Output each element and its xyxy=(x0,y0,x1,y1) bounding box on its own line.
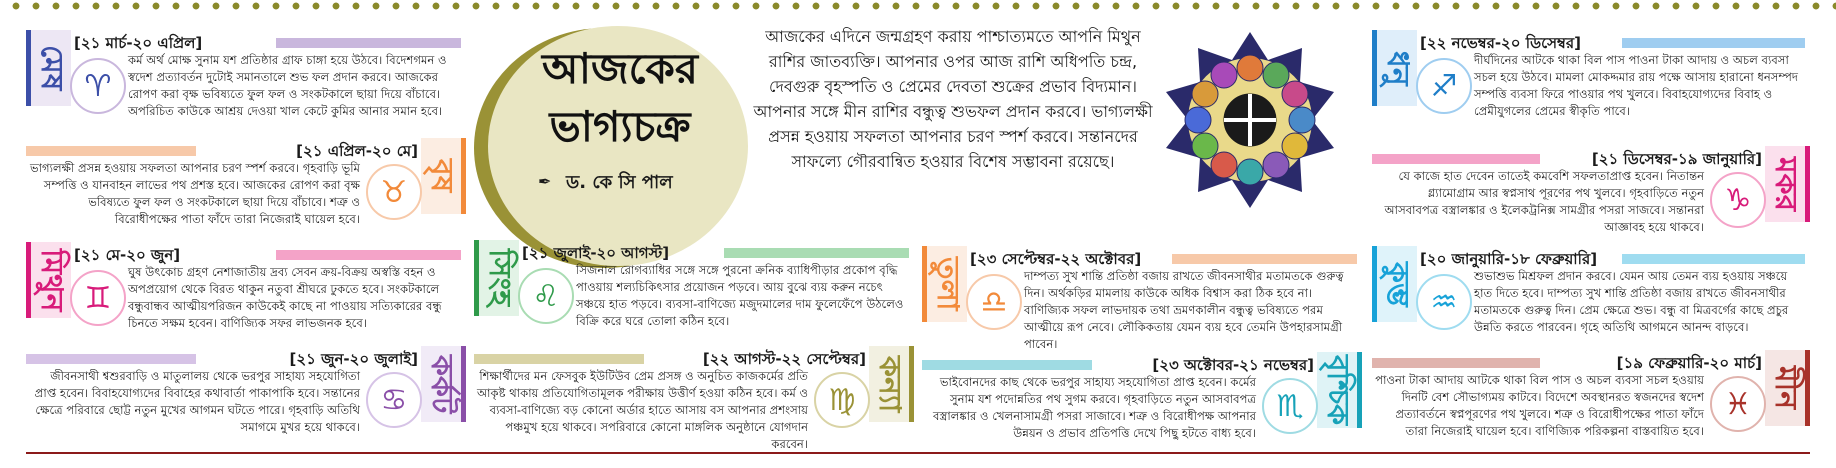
accent-bar xyxy=(276,250,461,260)
sign-card xyxy=(922,246,1362,351)
sign-name-tab: কুম্ভ xyxy=(1372,246,1417,322)
title-line-1: আজকের xyxy=(542,44,698,93)
twins-icon: ♊ xyxy=(70,270,126,326)
sign-date-range: [১৯ ফেব্রুয়ারি-২০ মার্চ] xyxy=(1616,354,1762,372)
accent-bar xyxy=(1372,154,1540,164)
sign-card xyxy=(1372,30,1810,134)
sign-date-range: [২১ জুলাই-২০ আগস্ট] xyxy=(522,244,670,262)
sign-name-tab: ধনু xyxy=(1372,30,1417,106)
sign-date-range: [২০ জানুয়ারি-১৮ ফেব্রুয়ারি] xyxy=(1420,250,1598,268)
sign-card xyxy=(26,30,466,130)
sign-card xyxy=(1372,246,1810,346)
sign-name-tab: সিংহ xyxy=(474,240,519,316)
accent-bar xyxy=(276,38,461,48)
accent-bar xyxy=(1372,358,1540,368)
goat-icon: ♑ xyxy=(1710,172,1766,228)
sign-date-range: [২১ মার্চ-২০ এপ্রিল] xyxy=(74,34,203,52)
archer-icon: ♐ xyxy=(1416,58,1472,114)
sign-card xyxy=(922,352,1362,446)
sign-date-range: [২১ মে-২০ জুন] xyxy=(74,246,181,264)
sign-name-tab: কর্কট xyxy=(421,346,466,422)
sign-prediction-text: শুভাশুভ মিশ্রফল প্রদান করবে। যেমন আয় তেমন ব্যয় হওয়ায় সঞ্চয়ে হাত দিতে হবে। দাম্পত্য সুখ শান্তি প্রতিষ্ঠা বজায় রাখতে জীবনসাথীর মতামতকে গুরুত্ব দিন। প্রেম ক্ষেত্রে শুভ। বন্ধু বা মিত্রবর্গের কাছে প্রচুর উন্নতি করতে পারবেন। গৃহে অতিথি আগমনে আনন্দ বাড়বে। xyxy=(1474,269,1789,334)
sign-card xyxy=(474,240,914,342)
sign-name-tab: বৃশ্চিক xyxy=(1317,352,1362,428)
sign-card xyxy=(26,138,466,230)
sign-name-tab: মেষ xyxy=(26,30,71,106)
scorpion-icon: ♏ xyxy=(1262,378,1318,434)
accent-bar xyxy=(1622,38,1805,48)
sign-prediction-text: শিক্ষার্থীদের মন ফেসবুক ইউটিউব প্রেম প্রসঙ্গ ও অনুচিত কাজকর্মের প্রতি আকৃষ্ট থাকায় প্রতিযোগিতামূলক পরীক্ষায় উত্তীর্ণ হওয়া কঠিন হবে। কর্ম ও ব্যবসা-বাণিজ্যে বড় কোনো অর্ডার হাতে আসায় বস আপনার প্রশংসায় পঞ্চমুখ হয়ে থাকবে। সপরিবারে কোনো মাঙ্গলিক অনুষ্ঠানে যোগদান করবেন। xyxy=(476,369,808,451)
sign-date-range: [২২ নভেম্বর-২০ ডিসেম্বর] xyxy=(1420,34,1581,52)
sign-prediction-text: সিজনাল রোগব্যাধির সঙ্গে সঙ্গে পুরনো ক্রনিক ব্যাধিপীড়ার প্রকোপ বৃদ্ধি পাওয়ায় শল্যচিকিৎসার প্রয়োজন পড়বে। আয় বুঝে ব্যয় করুন নচেৎ সঞ্চয়ে হাত পড়বে। ব্যবসা-বাণিজ্যে মজুদমালের দাম ফুলেফেঁপে উঠলেও বিক্রি করে ঘরে তোলা কঠিন হবে। xyxy=(576,263,904,328)
water-bearer-icon: ♒ xyxy=(1416,274,1472,330)
accent-bar xyxy=(724,248,909,258)
sign-date-range: [২১ এপ্রিল-২০ মে] xyxy=(296,142,418,160)
sign-name-tab: মীন xyxy=(1765,350,1810,426)
sign-prediction-text: ভাগ্যলক্ষী প্রসন্ন হওয়ায় সফলতা আপনার চরণ স্পর্শ করবে। গৃহবাড়ি ভূমি সম্পত্তি ও যানবাহন লাভের পথ প্রশস্ত হবে। আজকের রোপণ করা বৃক্ষ ভবিষ্যতে ফুল ফল ও সংকটকালে ছায়া দিয়ে বাঁচাবে। শত্রু ও বিরোধীপক্ষের পাতা ফাঁদে তারা নিজেরাই ঘায়েল হবে। xyxy=(30,161,360,226)
crab-icon: ♋ xyxy=(366,372,422,428)
accent-bar xyxy=(1172,254,1357,264)
sign-date-range: [২৩ অক্টোবর-২১ নভেম্বর] xyxy=(1152,356,1314,374)
sign-prediction-text: দীর্ঘদিনের আটকে থাকা বিল পাস পাওনা টাকা আদায় ও অচল ব্যবসা সচল হয়ে উঠবে। মামলা মোকদ্দমার রায় পক্ষে আসায় হারানো ধনসম্পদ সম্পত্তি ব্যবসা ফিরে পাওয়ার পথ খুলবে। বিবাহযোগ্যদের বিবাহ ও প্রেমীযুগলের প্রেমের স্বীকৃতি পাবে। xyxy=(1474,53,1798,118)
sign-date-range: [২৩ সেপ্টেম্বর-২২ অক্টোবর] xyxy=(970,250,1142,268)
sign-card xyxy=(474,346,914,451)
accent-bar xyxy=(922,360,1092,370)
sign-date-range: [২১ ডিসেম্বর-১৯ জানুয়ারি] xyxy=(1591,150,1762,168)
fish-icon: ♓ xyxy=(1710,376,1766,432)
sign-card xyxy=(26,346,466,446)
sign-date-range: [২২ আগস্ট-২২ সেপ্টেম্বর] xyxy=(702,350,866,368)
pen-nib-icon: ✒ xyxy=(538,172,552,191)
sign-card xyxy=(1372,146,1810,242)
sign-card xyxy=(1372,350,1810,446)
sign-prediction-text: জীবনসাথী শ্বশুরবাড়ি ও মাতুলালয় থেকে ভরপুর সাহায্য সহযোগিতা প্রাপ্ত হবেন। বিবাহযোগ্যদের বিবাহের কথাবার্তা পাকাপাকি হবে। সন্তানের ক্ষেত্রে পরিবারে ছোট্ট নতুন মুখের আগমন ঘটতে পারে। গৃহবাড়ি অতিথি সমাগমে মুখর হয়ে থাকবে। xyxy=(34,369,360,434)
sign-prediction-text: পাওনা টাকা আদায় আটকে থাকা বিল পাস ও অচল ব্যবসা সচল হওয়ায় দিনটি বেশ সৌভাগ্যময় কাটবে। বিদেশে অবস্থানরত স্বজনদের স্বদেশ প্রত্যাবর্তনে স্বপ্নপূরণের পথ খুলবে। শত্রু ও বিরোধীপক্ষের পাতা ফাঁদে তারা নিজেরাই ঘায়েল হবে। বাণিজ্যিক পরিকল্পনা বাস্তবায়িত হবে। xyxy=(1375,373,1704,438)
lion-icon: ♌ xyxy=(518,268,574,324)
accent-bar xyxy=(474,354,644,364)
ram-icon: ♈ xyxy=(70,58,126,114)
zodiac-wheel-icon xyxy=(1160,30,1340,210)
sign-prediction-text: যে কাজে হাত দেবেন তাতেই কমবেশি সফলতাপ্রাপ্ত হবেন। নিতান্তন গ্ল্যামোগ্রাম আর স্বপ্নসাথ পূরণের পথ খুলবে। গৃহবাড়িতে নতুন আসবাবপত্র বস্ত্রালঙ্কার ও ইলেকট্রনিক্স সামগ্রীর পসরা সাজবে। সন্তানরা আজ্ঞাবহ হয়ে থাকবে। xyxy=(1384,169,1704,234)
accent-bar xyxy=(26,146,196,156)
sign-name-tab: বৃষ xyxy=(421,138,466,214)
author-name: ড. কে সি পাল xyxy=(566,172,673,193)
sign-name-tab: তুলা xyxy=(922,246,967,322)
bull-icon: ♉ xyxy=(366,164,422,220)
sign-name-tab: কন্যা xyxy=(869,346,914,422)
accent-bar xyxy=(26,354,196,364)
title-line-2: ভাগ্যচক্র xyxy=(549,102,691,151)
dotted-border xyxy=(0,0,1836,12)
sign-name-tab: মকর xyxy=(1765,146,1810,222)
bottom-rule xyxy=(26,452,1810,454)
sign-date-range: [২১ জুন-২০ জুলাই] xyxy=(289,350,418,368)
intro-paragraph: আজকের এদিনে জন্মগ্রহণ করায় পাশ্চাত্যমতে আপনি মিথুন রাশির জাতব্যক্তি। আপনার ওপর আজ রাশি অধিপতি চন্দ্র, দেবগুরু বৃহস্পতি ও প্রেমের দেবতা শুক্রের প্রভাব বিদ্যমান। আপনার সঙ্গে মীন রাশির বন্ধুত্ব শুভফল প্রদান করবে। ভাগ্যলক্ষী প্রসন্ন হওয়ায় সফলতা আপনার চরণ স্পর্শ করবে। সন্তানদের সাফল্যে গৌরবান্বিত হওয়ার বিশেষ সম্ভাবনা রয়েছে। xyxy=(753,27,1153,171)
scales-icon: ♎ xyxy=(966,274,1022,330)
sign-prediction-text: ভাইবোনদের কাছ থেকে ভরপুর সাহায্য সহযোগিতা প্রাপ্ত হবেন। কর্মের সুনাম যশ পদোন্নতির পথ সুগম করবে। গৃহবাড়িতে নতুন আসবাবপত্র বস্ত্রালঙ্কার ও খেলনাসামগ্রী পসরা সাজাবে। শত্রু ও বিরোধীপক্ষ আপনার উন্নয়ন ও প্রভাব প্রতিপত্তি দেখে পিছু হটতে বাধ্য হবে। xyxy=(932,375,1256,440)
accent-bar xyxy=(1622,254,1805,264)
page-title xyxy=(500,40,740,156)
sign-card xyxy=(26,242,466,334)
sign-prediction-text: দাম্পত্য সুখ শান্তি প্রতিষ্ঠা বজায় রাখতে জীবনসাথীর মতামতকে গুরুত্ব দিন। অর্থকড়ির মামলায় কাউকে অধিক বিশ্বাস করা ঠিক হবে না। বাণিজ্যিক সফল লাভদায়ক তথা ভ্রমণকালীন বন্ধুত্ব ভবিষ্যতে পরম আত্মীয়ে রূপ নেবে। লৌকিকতায় যেমন ব্যয় হবে তেমনি উপহারসামগ্রী পাবেন। xyxy=(1024,269,1344,351)
sign-prediction-text: কর্ম অর্থ মোক্ষ সুনাম যশ প্রতিষ্ঠার গ্রাফ চাঙ্গা হয়ে উঠবে। বিদেশগমন ও স্বদেশ প্রত্যাবর্তন দুটোই সমানতালে শুভ ফল প্রদান করবে। আজকের রোপণ করা বৃক্ষ ভবিষ্যতে ফুল ফল ও সংকটকালে ছায়া দিয়ে বাঁচাবে। অপরিচিত কাউকে আশ্রয় দেওয়া খাল কেটে কুমির আনার সমান হবে। xyxy=(128,53,447,118)
sign-name-tab: মিথুন xyxy=(26,242,71,318)
maiden-icon: ♍ xyxy=(814,372,870,428)
sign-prediction-text: ঘুষ উৎকোচ গ্রহণ নেশাজাতীয় দ্রব্য সেবন ক্রয়-বিক্রয় অস্বস্তি বহন ও অপপ্রয়োগ থেকে বিরত থাকুন নতুবা শ্রীঘরে ঢুকতে হবে। সংকটকালে বন্ধুবান্ধব আত্মীয়পরিজন কাউকেই কাছে না পাওয়ায় সত্যিকারের বন্ধু চিনতে সক্ষম হবেন। বাণিজ্যিক সফর লাভজনক হবে। xyxy=(128,265,442,330)
